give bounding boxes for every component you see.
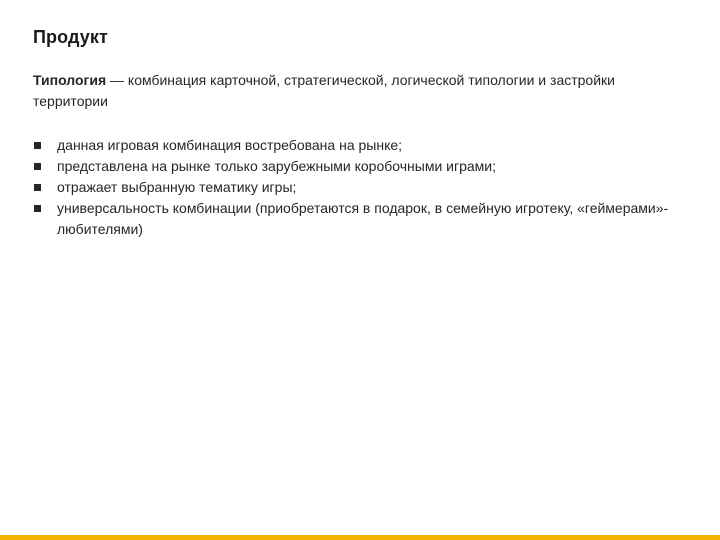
square-bullet-icon bbox=[34, 205, 41, 212]
bullet-item bbox=[33, 135, 693, 156]
bullet-text: данная игровая комбинация востребована на рынке; bbox=[57, 137, 403, 153]
intro-term: Типология bbox=[33, 72, 107, 88]
slide-title: Продукт bbox=[33, 27, 108, 47]
bullet-list bbox=[33, 135, 693, 240]
bullet-text: отражает выбранную тематику игры; bbox=[57, 179, 297, 195]
bullet-text: универсальность комбинации (приобретаются в подарок, в семейную игротеку, «геймерами»-любителями) bbox=[57, 200, 669, 237]
square-bullet-icon bbox=[34, 142, 41, 149]
square-bullet-icon bbox=[34, 184, 41, 191]
accent-bar bbox=[0, 535, 720, 540]
bullet-item bbox=[33, 156, 693, 177]
bullet-item bbox=[33, 177, 693, 198]
bullet-text: представлена на рынке только зарубежными коробочными играми; bbox=[57, 158, 497, 174]
bullet-item bbox=[33, 198, 693, 240]
intro-text: — комбинация карточной, стратегической, логической типологии и застройки территории bbox=[33, 72, 615, 109]
square-bullet-icon bbox=[34, 163, 41, 170]
intro-paragraph bbox=[33, 70, 683, 112]
